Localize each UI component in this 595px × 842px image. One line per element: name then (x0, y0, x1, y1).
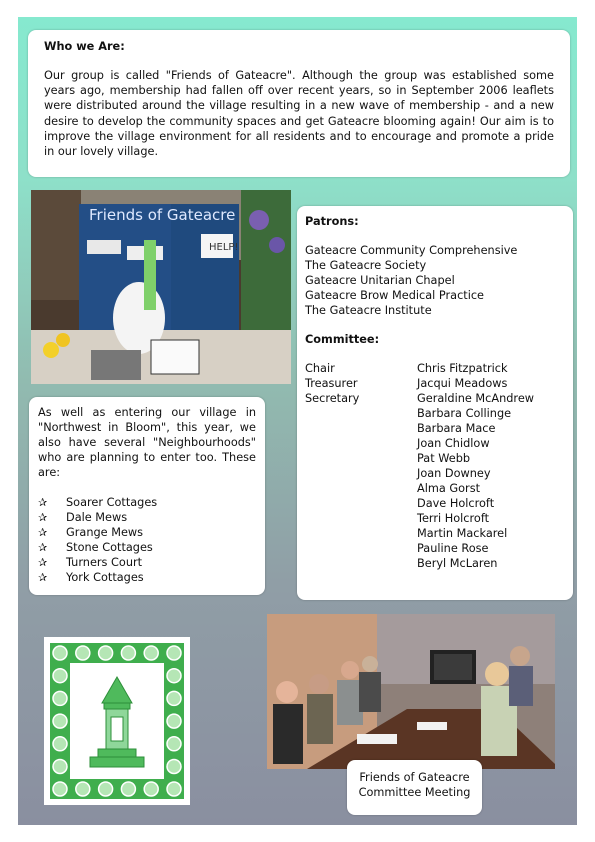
rosette-icon (144, 646, 158, 660)
list-item (38, 555, 256, 570)
list-item (38, 570, 256, 585)
neighbourhood-name: Dale Mews (66, 511, 128, 524)
rosette-icon (144, 782, 158, 796)
committee-member: Barbara Mace (417, 422, 496, 435)
rosette-icon (121, 782, 135, 796)
rosette-icon (167, 714, 181, 728)
rosette-icon (53, 737, 67, 751)
banner-text: Friends of Gateacre (89, 206, 236, 224)
committee-member: Barbara Collinge (417, 407, 512, 420)
committee-member: Alma Gorst (417, 482, 481, 495)
rosette-icon (99, 646, 113, 660)
bloom-paragraph: As well as entering our village in "Northwest in Bloom", this year, we also have several "Neighbourhoods" who are planning to enter too. These are: (38, 406, 256, 479)
neighbourhood-name: York Cottages (66, 571, 144, 584)
committee-member: Dave Holcroft (417, 497, 495, 510)
neighbourhood-name: Stone Cottages (66, 541, 153, 554)
committee-member: Pauline Rose (417, 542, 489, 555)
committee-member: Pat Webb (417, 452, 471, 465)
star-bullet-icon: ✰ (38, 496, 48, 509)
photo-caption (347, 760, 482, 815)
rosette-icon (167, 782, 181, 796)
committee-member: Joan Chidlow (417, 437, 490, 450)
rosette-icon (76, 782, 90, 796)
rosette-icon (53, 691, 67, 705)
committee-heading: Committee: (305, 333, 380, 346)
list-item (38, 495, 256, 510)
committee-role: Secretary (305, 392, 360, 405)
patron-item: Gateacre Unitarian Chapel (305, 274, 455, 287)
committee-member: Joan Downey (417, 467, 491, 480)
neighbourhood-name: Grange Mews (66, 526, 144, 539)
committee-member: Geraldine McAndrew (417, 392, 535, 405)
rosette-icon (167, 646, 181, 660)
committee-meeting-photo (267, 614, 555, 769)
list-item (38, 510, 256, 525)
rosette-icon (53, 646, 67, 660)
rosette-icon (76, 646, 90, 660)
rosette-icon (53, 714, 67, 728)
patron-item: Gateacre Brow Medical Practice (305, 289, 485, 302)
committee-role: Chair (305, 362, 335, 375)
committee-member: Terri Holcroft (417, 512, 490, 525)
caption-line-2: Committee Meeting (358, 786, 471, 799)
neighbourhood-list (38, 495, 256, 585)
star-bullet-icon: ✰ (38, 511, 48, 524)
caption-line-1: Friends of Gateacre (359, 771, 470, 784)
rosette-icon (167, 669, 181, 683)
rosette-icon (99, 782, 113, 796)
list-item (38, 525, 256, 540)
display-board-photo (31, 190, 291, 384)
committee-member: Jacqui Meadows (417, 377, 508, 390)
rosette-icon (53, 782, 67, 796)
rosette-icon (167, 691, 181, 705)
help-sign-text: HELP! (209, 242, 239, 253)
committee-member: Chris Fitzpatrick (417, 362, 508, 375)
committee-role: Treasurer (305, 377, 358, 390)
patron-item: The Gateacre Society (305, 259, 427, 272)
committee-member: Beryl McLaren (417, 557, 498, 570)
rosette-icon (53, 669, 67, 683)
list-item (38, 540, 256, 555)
patron-item: The Gateacre Institute (305, 304, 432, 317)
rosette-icon (167, 737, 181, 751)
patron-item: Gateacre Community Comprehensive (305, 244, 518, 257)
star-bullet-icon: ✰ (38, 541, 48, 554)
rosette-icon (53, 760, 67, 774)
northwest-in-bloom-box (29, 397, 265, 595)
neighbourhood-name: Soarer Cottages (66, 496, 158, 509)
star-bullet-icon: ✰ (38, 526, 48, 539)
star-bullet-icon: ✰ (38, 556, 48, 569)
who-paragraph: Our group is called "Friends of Gateacre". Although the group was established some years ago, membership had fallen off over recent years, so in September 2006 leaflets were distributed around the village resulting in a new wave of membership - and a new desire to develop the community spaces and get Gateacre blooming again! Our aim is to improve the village environment for all residents and to encourage and promote a pride in our lovely village. (44, 69, 554, 159)
rosette-icon (121, 646, 135, 660)
committee-member: Martin Mackarel (417, 527, 508, 540)
patrons-committee-box (297, 206, 573, 600)
star-bullet-icon: ✰ (38, 571, 48, 584)
patrons-heading: Patrons: (305, 215, 359, 228)
neighbourhood-name: Turners Court (66, 556, 143, 569)
gateacre-logo (44, 637, 190, 805)
rosette-icon (167, 760, 181, 774)
who-heading: Who we Are: (44, 40, 125, 53)
who-we-are-box (28, 30, 570, 177)
